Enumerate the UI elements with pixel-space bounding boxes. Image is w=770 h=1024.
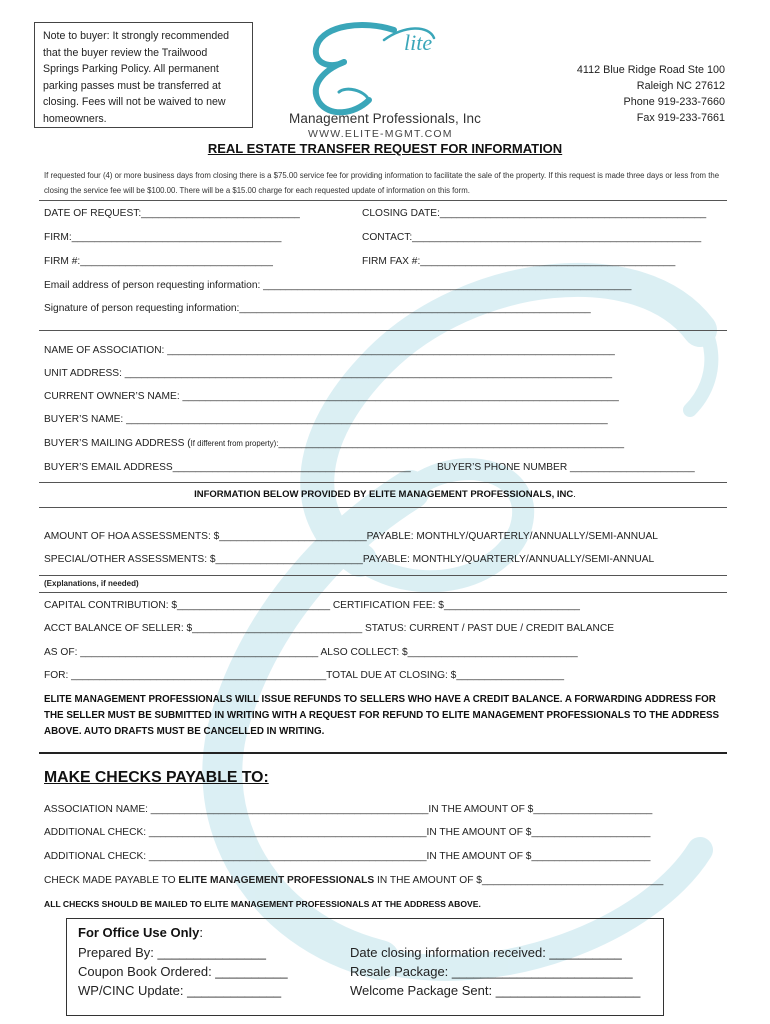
divider: [39, 330, 727, 331]
date-of-request-field[interactable]: DATE OF REQUEST:____________________________: [44, 208, 300, 219]
welcome-package-field[interactable]: Welcome Package Sent: ____________________: [350, 983, 641, 998]
unit-address-field[interactable]: UNIT ADDRESS: ______________________________________________________________________________________: [44, 368, 613, 379]
mail-note: ALL CHECKS SHOULD BE MAILED TO ELITE MANAGEMENT PROFESSIONALS AT THE ADDRESS ABOVE.: [44, 899, 481, 909]
divider: [39, 752, 727, 754]
additional-check-field-1[interactable]: ADDITIONAL CHECK: _________________________________________________IN THE AMOUNT OF $_____________________: [44, 827, 651, 838]
association-name-field[interactable]: NAME OF ASSOCIATION: _______________________________________________________________________________: [44, 345, 615, 356]
wp-cinc-field[interactable]: WP/CINC Update: _____________: [78, 983, 282, 998]
divider: [39, 200, 727, 201]
mailing-hint: If different from property):: [190, 439, 279, 448]
buyer-email-field[interactable]: BUYER’S EMAIL ADDRESS__________________________________________: [44, 462, 411, 473]
resale-package-field[interactable]: Resale Package: _________________________: [350, 964, 633, 979]
capital-contribution-field[interactable]: CAPITAL CONTRIBUTION: $___________________________ CERTIFICATION FEE: $________________________: [44, 600, 580, 611]
requester-email-field[interactable]: Email address of person requesting information: _________________________________________________________________: [44, 280, 632, 291]
elite-check-field[interactable]: CHECK MADE PAYABLE TO ELITE MANAGEMENT PROFESSIONALS IN THE AMOUNT OF $________________________________: [44, 875, 664, 886]
divider: [39, 575, 727, 576]
total-due-field[interactable]: FOR: _____________________________________________TOTAL DUE AT CLOSING: $___________________: [44, 670, 564, 681]
form-title: REAL ESTATE TRANSFER REQUEST FOR INFORMATION: [207, 141, 563, 156]
mailing-line: _____________________________________________________________: [278, 438, 625, 449]
as-of-field[interactable]: AS OF: __________________________________________ ALSO COLLECT: $______________________________: [44, 647, 578, 658]
prepared-by-field[interactable]: Prepared By: _______________: [78, 945, 266, 960]
office-use-title: For Office Use Only:: [78, 925, 203, 940]
explanations-label: (Explanations, if needed): [44, 579, 139, 588]
additional-check-field-2[interactable]: ADDITIONAL CHECK: _________________________________________________IN THE AMOUNT OF $_____________________: [44, 851, 651, 862]
firm-number-field[interactable]: FIRM #:__________________________________: [44, 256, 273, 267]
elite-section-heading: INFORMATION BELOW PROVIDED BY ELITE MANAGEMENT PROFESSIONALS, INC.: [194, 489, 576, 500]
fee-intro: If requested four (4) or more business days from closing there is a $75.00 service fee for providing information to facilitate the sale of the property. If this request is made three days or less from the closing the service fee will be $100.00. There will be a $15.00 charge for each requested update of information on this form.: [44, 171, 720, 195]
logo-script-text: lite: [404, 30, 433, 55]
address-city: Raleigh NC 27612: [636, 80, 725, 92]
date-closing-info-field[interactable]: Date closing information received: __________: [350, 945, 622, 960]
mailing-label: BUYER’S MAILING ADDRESS (: [44, 438, 191, 449]
elite-logo-icon: [284, 20, 494, 145]
refund-notice: ELITE MANAGEMENT PROFESSIONALS WILL ISSUE REFUNDS TO SELLERS WHO HAVE A CREDIT BALANCE. A FORWARDING ADDRESS FOR THE SELLER MUST BE SUBMITTED IN WRITING WITH A REQUEST FOR REFUND TO ELITE MANAGEMENT PROFESSIONALS TO THE ADDRESS ABOVE. AUTO DRAFTS MUST BE CANCELLED IN WRITING.: [44, 694, 720, 738]
address-fax: Fax 919-233-7661: [636, 112, 725, 124]
buyer-phone-field[interactable]: BUYER’S PHONE NUMBER ______________________: [437, 462, 695, 473]
address-phone: Phone 919-233-7660: [623, 96, 725, 108]
firm-field[interactable]: FIRM:_____________________________________: [44, 232, 282, 243]
closing-date-field[interactable]: CLOSING DATE:_______________________________________________: [362, 208, 707, 219]
divider: [39, 482, 727, 483]
requester-signature-field[interactable]: Signature of person requesting information:______________________________________________________________: [44, 303, 591, 314]
firm-fax-field[interactable]: FIRM FAX #:_____________________________________________: [362, 256, 676, 267]
acct-balance-field[interactable]: ACCT BALANCE OF SELLER: $______________________________ STATUS: CURRENT / PAST DUE / CREDIT BALANCE: [44, 623, 615, 634]
buyer-name-field[interactable]: BUYER’S NAME: _____________________________________________________________________________________: [44, 414, 608, 425]
contact-field[interactable]: CONTACT:___________________________________________________: [362, 232, 702, 243]
address-street: 4112 Blue Ridge Road Ste 100: [576, 64, 725, 76]
buyer-mailing-address-field[interactable]: [44, 438, 624, 449]
checks-title: MAKE CHECKS PAYABLE TO:: [44, 769, 269, 786]
logo-url: WWW.ELITE-MGMT.COM: [308, 128, 453, 140]
buyer-note: Note to buyer: It strongly recommended that the buyer review the Trailwood Springs Parking Policy. All permanent parking passes must be transferred at closing. Fees will not be waived to new homeowners.: [34, 22, 253, 128]
special-assessments-field[interactable]: SPECIAL/OTHER ASSESSMENTS: $__________________________PAYABLE: MONTHLY/QUARTERLY/ANNUALLY/SEMI-ANNUAL: [44, 554, 655, 565]
hoa-assessments-field[interactable]: AMOUNT OF HOA ASSESSMENTS: $__________________________PAYABLE: MONTHLY/QUARTERLY/ANNUALLY/SEMI-ANNUAL: [44, 531, 658, 542]
divider: [39, 592, 727, 593]
divider: [39, 507, 727, 508]
coupon-book-field[interactable]: Coupon Book Ordered: __________: [78, 964, 288, 979]
association-check-field[interactable]: ASSOCIATION NAME: _________________________________________________IN THE AMOUNT OF $_____________________: [44, 804, 653, 815]
logo-company-name: Management Professionals, Inc: [289, 111, 481, 126]
current-owner-field[interactable]: CURRENT OWNER’S NAME: _____________________________________________________________________________: [44, 391, 619, 402]
